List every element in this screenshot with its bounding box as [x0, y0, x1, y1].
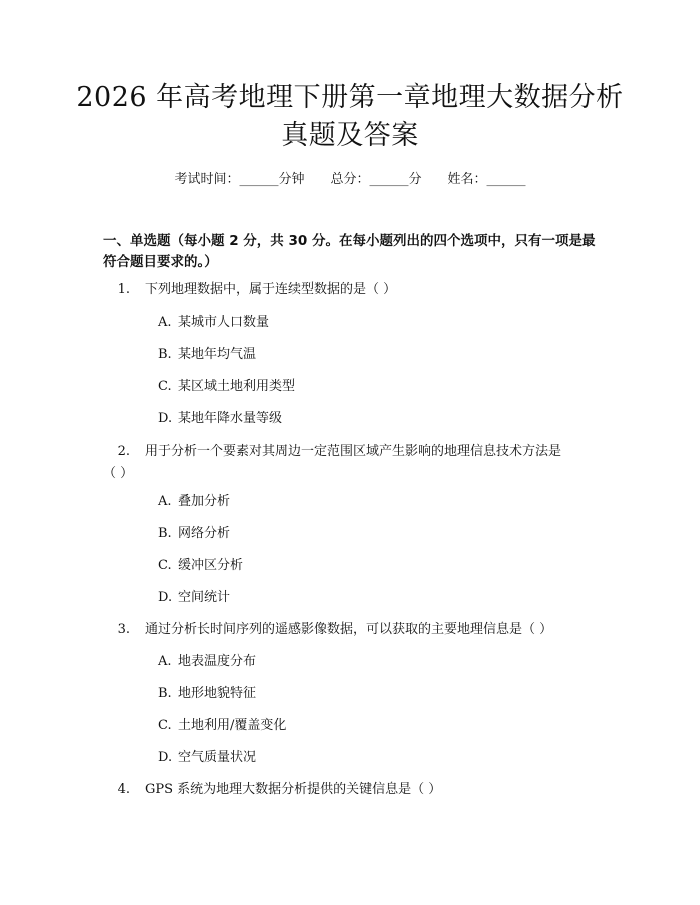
option-letter: C. [158, 718, 172, 733]
question-4 [103, 779, 603, 801]
option-letter: D. [158, 590, 173, 605]
question-number: 4. [117, 782, 130, 797]
question-1-option-b [158, 344, 256, 366]
option-letter: B. [158, 686, 172, 701]
question-3-option-a [158, 651, 256, 673]
name-field: 姓名：______ [447, 172, 526, 187]
option-text: 地表温度分布 [178, 654, 257, 669]
question-number: 2. [117, 444, 130, 459]
question-3-option-b [158, 683, 256, 705]
question-2 [103, 441, 603, 485]
question-text-line2: （ ） [103, 466, 134, 481]
question-3-option-c [158, 715, 286, 737]
option-text: 网络分析 [178, 526, 231, 541]
option-text: 空间统计 [178, 590, 231, 605]
option-letter: C. [158, 379, 172, 394]
section-heading-line1: 一、单选题（每小题 2 分，共 30 分。在每小题列出的四个选项中，只有一项是最 [103, 233, 596, 249]
option-text: 空气质量状况 [178, 750, 257, 765]
option-text: 某地年均气温 [178, 347, 257, 362]
question-text: 通过分析长时间序列的遥感影像数据，可以获取的主要地理信息是（ ） [145, 622, 553, 637]
exam-time-field: 考试时间：______分钟 [174, 172, 305, 187]
question-1 [103, 279, 603, 301]
option-text: 地形地貌特征 [178, 686, 257, 701]
option-text: 叠加分析 [178, 494, 231, 509]
question-number: 3. [117, 622, 130, 637]
question-1-option-d [158, 408, 282, 430]
option-letter: C. [158, 558, 172, 573]
question-text: 下列地理数据中，属于连续型数据的是（ ） [145, 282, 397, 297]
option-letter: A. [158, 494, 172, 509]
question-text-line1: 用于分析一个要素对其周边一定范围区域产生影响的地理信息技术方法是 [145, 444, 562, 459]
option-letter: B. [158, 526, 172, 541]
option-text: 缓冲区分析 [178, 558, 244, 573]
question-3 [103, 619, 603, 641]
section-heading-line2: 符合题目要求的。） [103, 254, 218, 270]
page-title-line1: 2026 年高考地理下册第一章地理大数据分析 [76, 82, 624, 113]
question-2-option-d [158, 587, 230, 609]
question-number: 1. [117, 282, 130, 297]
total-score-field: 总分：______分 [330, 172, 422, 187]
option-text: 某城市人口数量 [178, 315, 270, 330]
question-text: GPS 系统为地理大数据分析提供的关键信息是（ ） [145, 782, 442, 797]
question-1-option-c [158, 376, 295, 398]
question-2-option-b [158, 523, 230, 545]
option-text: 某地年降水量等级 [178, 411, 283, 426]
option-letter: D. [158, 750, 173, 765]
section-heading [103, 231, 603, 273]
option-text: 某区域土地利用类型 [178, 379, 296, 394]
option-letter: B. [158, 347, 172, 362]
option-letter: D. [158, 411, 173, 426]
option-letter: A. [158, 654, 172, 669]
question-2-option-c [158, 555, 243, 577]
exam-meta [0, 168, 700, 187]
option-text: 土地利用/覆盖变化 [178, 718, 287, 733]
option-letter: A. [158, 315, 172, 330]
question-2-option-a [158, 491, 230, 513]
question-1-option-a [158, 312, 269, 334]
question-3-option-d [158, 747, 256, 769]
page-title-line2: 真题及答案 [281, 120, 419, 151]
